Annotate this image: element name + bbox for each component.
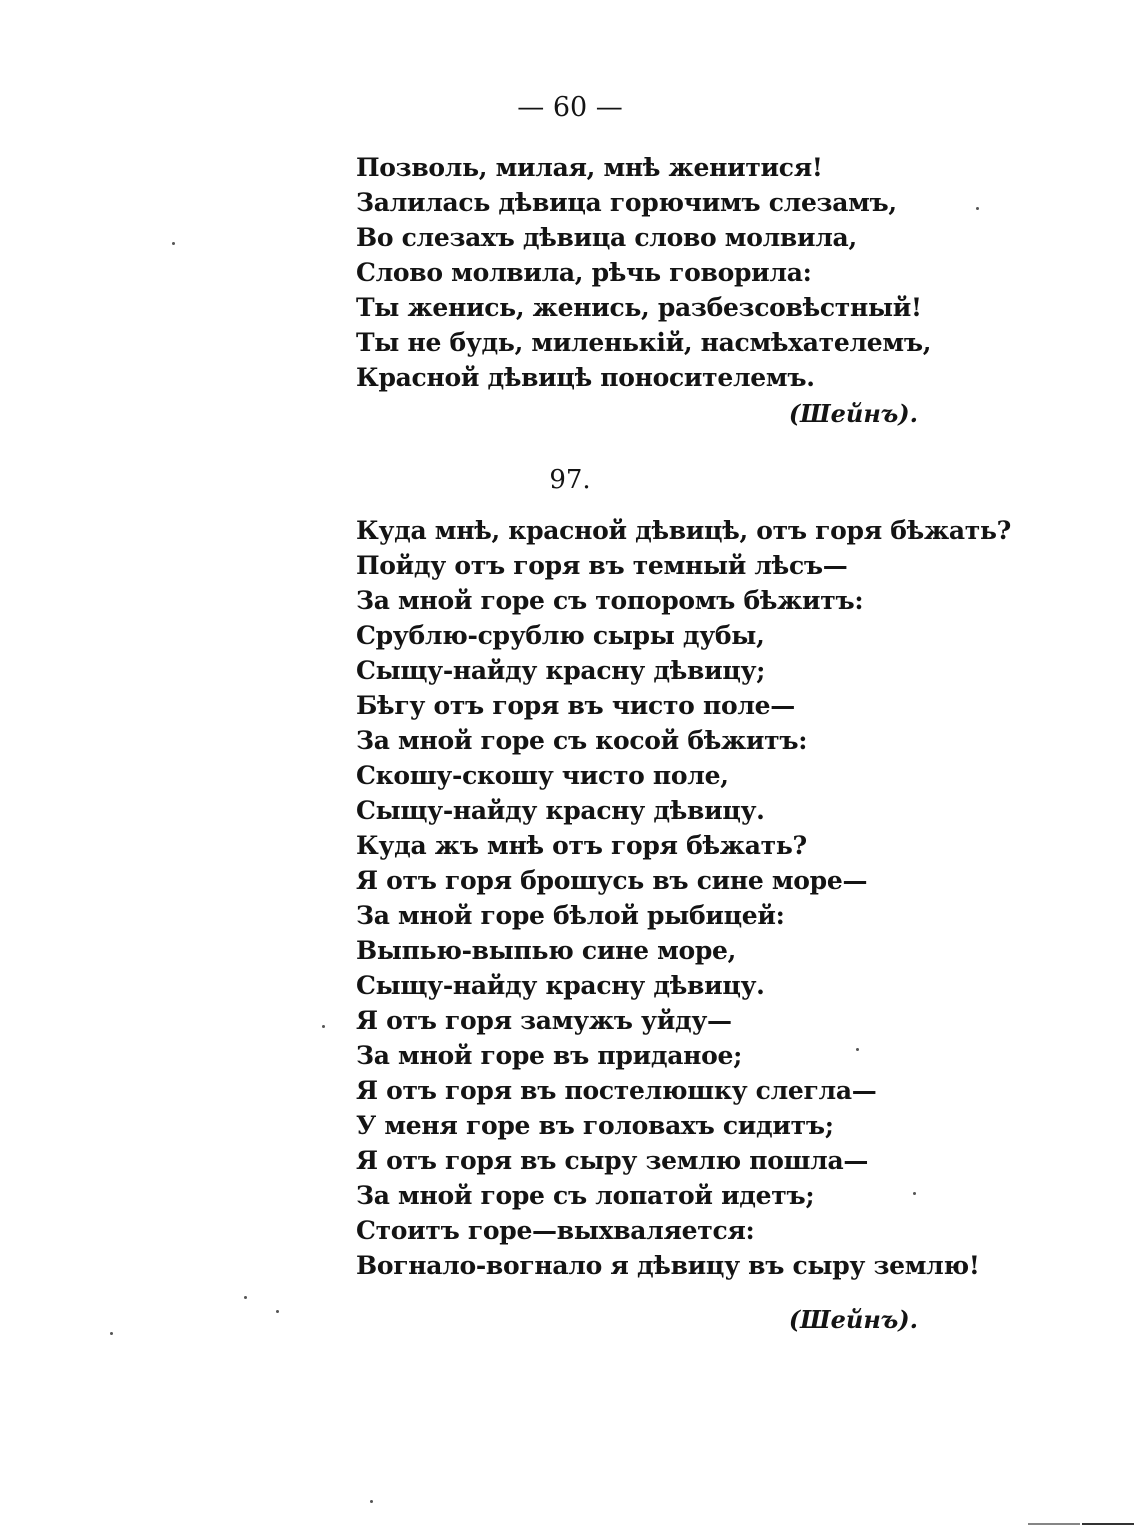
scan-speck — [913, 1192, 916, 1195]
poem-line: Красной дѣвицѣ поносителемъ. — [356, 363, 815, 392]
poem-line: Позволь, милая, мнѣ женитися! — [356, 153, 823, 182]
poem-line: Я отъ горя въ сыру землю пошла— — [356, 1146, 869, 1175]
poem-line: Я отъ горя въ постелюшку слегла— — [356, 1076, 877, 1105]
poem-line: Вогнало-вогнало я дѣвицу въ сыру землю! — [356, 1251, 980, 1280]
poem-line: Я отъ горя замужъ уйду— — [356, 1006, 732, 1035]
poem-number: 97. — [549, 465, 591, 495]
poem-line: За мной горе бѣлой рыбицей: — [356, 901, 785, 930]
poem-line: За мной горе съ косой бѣжитъ: — [356, 726, 808, 755]
poem-line: За мной горе съ лопатой идетъ; — [356, 1181, 815, 1210]
poem-line: Куда мнѣ, красной дѣвицѣ, отъ горя бѣжать? — [356, 516, 1011, 545]
poem-top-stanza — [356, 150, 931, 395]
source-attribution: (Шейнъ). — [788, 1305, 918, 1334]
scan-speck — [976, 207, 979, 210]
scan-rule — [1082, 1523, 1134, 1525]
source-attribution: (Шейнъ). — [788, 399, 918, 428]
poem-line: Выпью-выпью сине море, — [356, 936, 737, 965]
poem-line: Сыщу-найду красну дѣвицу. — [356, 971, 765, 1000]
poem-line: За мной горе съ топоромъ бѣжитъ: — [356, 586, 864, 615]
scan-speck — [322, 1025, 325, 1028]
poem-line: У меня горе въ головахъ сидитъ; — [356, 1111, 834, 1140]
poem-line: Слово молвила, рѣчь говорила: — [356, 258, 812, 287]
scan-speck — [856, 1048, 859, 1051]
page-number: — 60 — — [517, 92, 623, 123]
poem-line: Срублю-срублю сыры дубы, — [356, 621, 765, 650]
scan-speck — [244, 1296, 247, 1299]
scan-speck — [110, 1332, 113, 1335]
poem-line: Ты женись, женись, разбезсовѣстный! — [356, 293, 922, 322]
scan-speck — [370, 1500, 373, 1503]
scan-speck — [276, 1310, 279, 1313]
scan-rule — [1028, 1523, 1080, 1525]
poem-line: Сыщу-найду красну дѣвицу; — [356, 656, 766, 685]
poem-line: Куда жъ мнѣ отъ горя бѣжать? — [356, 831, 807, 860]
poem-line: Залилась дѣвица горючимъ слезамъ, — [356, 188, 897, 217]
poem-line: Во слезахъ дѣвица слово молвила, — [356, 223, 857, 252]
poem-line: Скошу-скошу чисто поле, — [356, 761, 729, 790]
scan-speck — [172, 242, 175, 245]
poem-97-stanza — [356, 513, 1011, 1283]
poem-line: Ты не будь, миленькій, насмѣхателемъ, — [356, 328, 932, 357]
poem-line: За мной горе въ приданое; — [356, 1041, 742, 1070]
poem-line: Я отъ горя брошусь въ сине море— — [356, 866, 868, 895]
poem-line: Стоитъ горе—выхваляется: — [356, 1216, 755, 1245]
poem-line: Бѣгу отъ горя въ чисто поле— — [356, 691, 795, 720]
poem-line: Пойду отъ горя въ темный лѣсъ— — [356, 551, 848, 580]
poem-line: Сыщу-найду красну дѣвицу. — [356, 796, 765, 825]
